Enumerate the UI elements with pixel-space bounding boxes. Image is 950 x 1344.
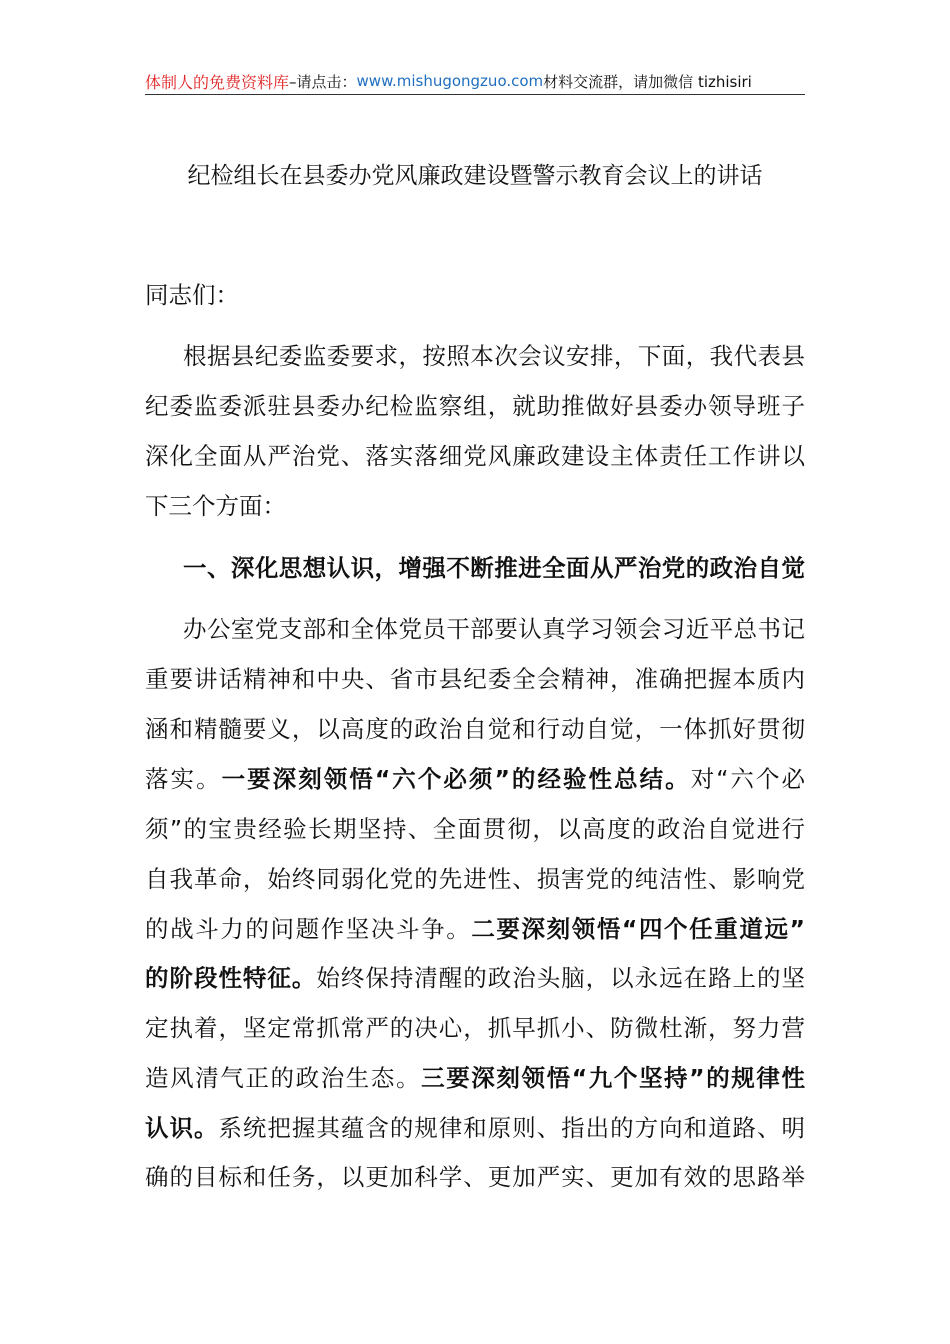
text-segment: 落实。 <box>145 765 222 793</box>
header-prompt: –请点击： <box>289 72 357 91</box>
site-url-link[interactable]: www.mishugongzuo.com <box>356 72 544 90</box>
text-segment: 办公室党支部和全体党员干部要认真学习领会习近平总书记 <box>183 615 805 643</box>
text-line <box>183 612 805 646</box>
text-line <box>145 489 805 523</box>
text-line <box>145 812 805 846</box>
text-segment: 深化全面从严治党、落实落细党风廉政建设主体责任工作讲以 <box>145 442 805 470</box>
text-line <box>145 712 805 746</box>
text-segment: 下三个方面： <box>145 492 286 520</box>
text-segment: 确的目标和任务，以更加科学、更加严实、更加有效的思路举 <box>145 1163 805 1191</box>
text-line <box>145 1011 805 1045</box>
bold-text: 三要深刻领悟“九个坚持”的规律性 <box>421 1064 806 1092</box>
section-heading <box>183 551 805 585</box>
text-segment: 造风清气正的政治生态。 <box>145 1064 422 1092</box>
text-segment: 对“六个必 <box>690 765 806 793</box>
text-line <box>145 662 805 696</box>
text-line <box>145 1061 805 1095</box>
bold-text: 认识。 <box>145 1114 219 1142</box>
text-line <box>145 389 805 423</box>
text-segment: 根据县纪委监委要求，按照本次会议安排，下面，我代表县 <box>183 342 805 370</box>
text-segment: 须”的宝贵经验长期坚持、全面贯彻，以高度的政治自觉进行 <box>145 815 805 843</box>
text-line <box>145 961 805 995</box>
text-line <box>145 439 805 473</box>
text-segment: 自我革命，始终同弱化党的先进性、损害党的纯洁性、影响党 <box>145 865 805 893</box>
text-line <box>145 862 805 896</box>
text-line <box>145 1160 805 1194</box>
bold-text: 一、深化思想认识，增强不断推进全面从严治党的政治自觉 <box>183 554 805 582</box>
text-segment: 涵和精髓要义，以高度的政治自觉和行动自觉，一体抓好贯彻 <box>145 715 805 743</box>
text-segment: 纪委监委派驻县委办纪检监察组，就助推做好县委办领导班子 <box>145 392 805 420</box>
text-segment: 的战斗力的问题作坚决斗争。 <box>145 915 472 943</box>
text-line <box>183 339 805 373</box>
bold-text: 二要深刻领悟“四个任重道远” <box>471 915 806 943</box>
text-line <box>145 762 805 796</box>
text-line <box>145 278 805 312</box>
page-header <box>145 68 805 95</box>
text-segment: 同志们： <box>145 281 239 309</box>
bold-text: 一要深刻领悟“六个必须”的经验性总结。 <box>221 765 691 793</box>
bold-text: 的阶段性特征。 <box>145 964 317 992</box>
header-contact: 材料交流群，请加微信 tizhisiri <box>543 72 752 91</box>
text-line <box>145 1111 805 1145</box>
text-segment: 重要讲话精神和中央、省市县纪委全会精神，准确把握本质内 <box>145 665 805 693</box>
site-name: 体制人的免费资料库 <box>145 72 290 92</box>
text-line <box>145 912 805 946</box>
text-segment: 系统把握其蕴含的规律和原则、指出的方向和道路、明 <box>218 1114 806 1142</box>
text-segment: 始终保持清醒的政治头脑，以永远在路上的坚 <box>316 964 806 992</box>
text-segment: 定执着，坚定常抓常严的决心，抓早抓小、防微杜渐，努力营 <box>145 1014 805 1042</box>
document-title: 纪检组长在县委办党风廉政建设暨警示教育会议上的讲话 <box>187 163 763 189</box>
